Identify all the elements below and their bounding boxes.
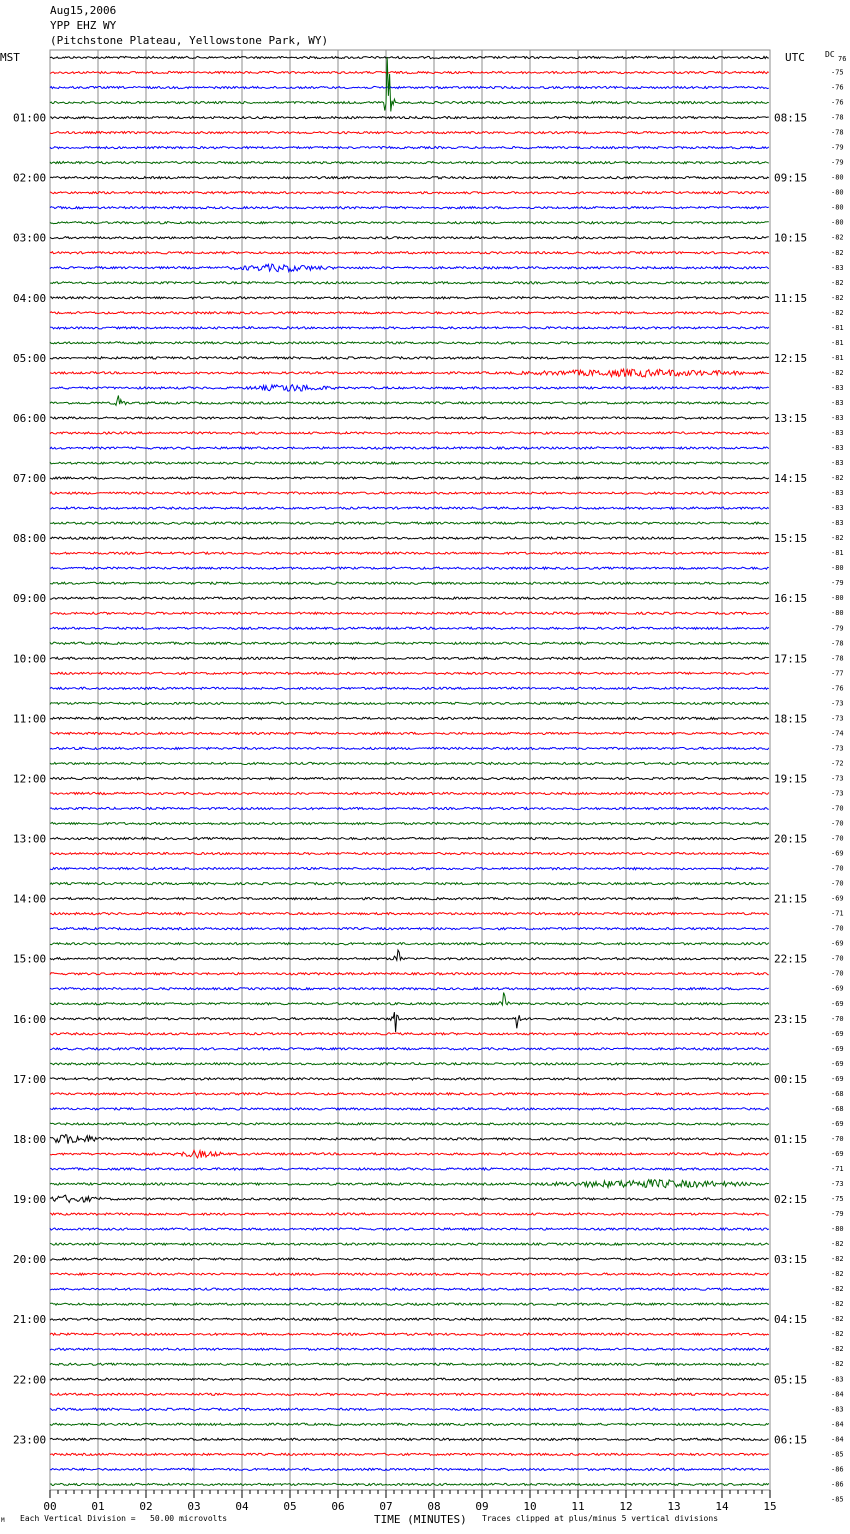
seismic-trace-43	[50, 702, 769, 704]
seismic-trace-47	[50, 762, 769, 764]
seismic-trace-40	[50, 657, 769, 659]
seismic-trace-19	[50, 342, 769, 344]
x-tick-label: 02	[139, 1500, 153, 1513]
seismic-trace-68	[50, 1078, 769, 1080]
x-tick-label: 03	[187, 1500, 201, 1513]
dc-offset-value: -69	[831, 849, 844, 858]
dc-offset-value: -83	[831, 459, 844, 468]
seismic-trace-90	[50, 1408, 769, 1410]
seismic-trace-53	[50, 853, 769, 855]
seismic-trace-78	[50, 1228, 769, 1230]
x-tick-label: 10	[523, 1500, 537, 1513]
utc-hour-label: 00:15	[774, 1072, 808, 1086]
dc-offset-value: -71	[831, 909, 844, 918]
mst-hour-label: 14:00	[13, 892, 47, 906]
plot-frame	[50, 50, 770, 1490]
dc-offset-value: -84	[831, 1435, 844, 1444]
mst-hour-label: 07:00	[13, 472, 47, 486]
utc-label: UTC	[785, 51, 805, 64]
dc-offset-value: -82	[831, 233, 844, 242]
seismic-trace-29	[50, 492, 769, 494]
x-tick-label: 12	[619, 1500, 633, 1513]
x-tick-label: 09	[475, 1500, 489, 1513]
dc-offset-value: -78	[831, 128, 844, 137]
seismic-trace-18	[50, 327, 769, 329]
dc-offset-value: -70	[831, 819, 844, 828]
seismic-trace-92	[50, 1438, 769, 1440]
dc-offset-value: -83	[831, 444, 844, 453]
dc-offset-value: -82	[831, 1315, 844, 1324]
dc-offset-value: -83	[831, 1375, 844, 1384]
utc-hour-label: 22:15	[774, 952, 808, 966]
dc-offset-value: -82	[831, 293, 844, 302]
seismic-trace-22	[50, 385, 769, 391]
utc-hour-label: 04:15	[774, 1313, 808, 1327]
seismic-trace-84	[50, 1318, 769, 1320]
x-tick-label: 04	[235, 1500, 249, 1513]
seismic-trace-33	[50, 552, 769, 554]
mst-hour-label: 05:00	[13, 351, 47, 365]
utc-hour-label: 01:15	[774, 1132, 808, 1146]
dc-offset-value: -80	[831, 609, 844, 618]
seismic-trace-94	[50, 1468, 769, 1470]
utc-hour-label: 19:15	[774, 772, 808, 786]
dc-offset-value: -84	[831, 1420, 844, 1429]
mst-label: MST	[0, 51, 20, 64]
seismic-trace-25	[50, 432, 769, 434]
seismic-trace-14	[50, 264, 769, 272]
dc-offset-value: -73	[831, 774, 844, 783]
mst-hour-label: 11:00	[13, 712, 47, 726]
utc-hour-label: 09:15	[774, 171, 808, 185]
dc-offset-value: -70	[831, 924, 844, 933]
seismic-trace-64	[50, 1012, 769, 1032]
dc-offset-value: -82	[831, 1285, 844, 1294]
dc-offset-value: -83	[831, 489, 844, 498]
utc-hour-label: 03:15	[774, 1253, 808, 1267]
seismic-trace-1	[50, 71, 769, 73]
seismic-trace-63	[50, 993, 769, 1006]
seismic-trace-35	[50, 582, 769, 584]
mst-hour-label: 21:00	[13, 1313, 47, 1327]
seismic-trace-38	[50, 627, 769, 629]
dc-offset-value: -80	[831, 173, 844, 182]
seismic-trace-54	[50, 868, 769, 870]
seismic-trace-27	[50, 462, 769, 464]
dc-offset-value: -83	[831, 429, 844, 437]
dc-offset-value: -79	[831, 158, 844, 167]
seismic-trace-72	[50, 1135, 769, 1144]
seismic-trace-24	[50, 417, 769, 419]
seismic-trace-66	[50, 1048, 769, 1050]
dc-offset-value: -83	[831, 504, 844, 513]
seismic-trace-23	[50, 396, 769, 406]
dc-offset-value: -69	[831, 894, 844, 903]
dc-offset-value: -82	[831, 1255, 844, 1264]
dc-offset-value: -81	[831, 338, 844, 347]
dc-offset-value: -80	[831, 1225, 844, 1234]
dc-offset-value: -69	[831, 1059, 844, 1068]
seismic-trace-44	[50, 717, 769, 719]
seismic-traces	[50, 56, 769, 1485]
mst-hour-label: 10:00	[13, 652, 47, 666]
dc-offset-value: -79	[831, 1210, 844, 1219]
seismic-trace-51	[50, 822, 769, 824]
seismic-trace-20	[50, 357, 769, 359]
dc-offset-value: -70	[831, 1134, 844, 1143]
dc-offset-value: -79	[831, 143, 844, 152]
seismic-trace-79	[50, 1243, 769, 1245]
mst-hour-labels	[13, 112, 46, 1447]
dc-offset-value: -83	[831, 398, 844, 407]
dc-label: DC	[825, 50, 835, 59]
dc-offset-value: -83	[831, 413, 844, 422]
dc-offset-value: -68	[831, 1104, 844, 1113]
dc-offset-value: -70	[831, 969, 844, 978]
dc-offset-value: -69	[831, 1149, 844, 1158]
x-tick-label: 05	[283, 1500, 297, 1513]
dc-offset-value: -76	[831, 98, 844, 107]
x-tick-label: 11	[571, 1500, 585, 1513]
seismic-trace-75	[50, 1179, 769, 1187]
dc-offset-value: -84	[831, 1390, 844, 1399]
dc-offset-value: -85	[831, 1495, 844, 1504]
mst-hour-label: 06:00	[13, 411, 47, 425]
seismic-trace-86	[50, 1348, 769, 1350]
dc-offset-value: -79	[831, 624, 844, 633]
seismic-trace-12	[50, 237, 769, 239]
x-tick-label: 01	[91, 1500, 105, 1513]
dc-offset-value: -73	[831, 744, 844, 753]
utc-hour-label: 13:15	[774, 411, 808, 425]
utc-hour-label: 23:15	[774, 1012, 808, 1026]
dc-offset-value: -76	[831, 684, 844, 693]
dc-offset-value: -82	[831, 278, 844, 287]
dc-offset-value: -70	[831, 1014, 844, 1023]
seismic-trace-37	[50, 612, 769, 614]
dc-offset-value: -70	[831, 864, 844, 873]
seismic-trace-60	[50, 950, 769, 960]
mst-hour-label: 23:00	[13, 1433, 47, 1447]
seismic-trace-6	[50, 147, 769, 149]
seismic-trace-8	[50, 177, 769, 179]
utc-hour-label: 08:15	[774, 111, 808, 125]
dc-offset-value: -82	[831, 1270, 844, 1279]
station-code: YPP EHZ WY	[50, 19, 117, 32]
dc-offset-value: -82	[831, 1360, 844, 1369]
dc-offset-value: -73	[831, 699, 844, 708]
seismic-trace-11	[50, 222, 769, 224]
dc-offset-value: -69	[831, 999, 844, 1008]
dc-offset-value: -86	[831, 1480, 844, 1489]
dc-offset-value: -82	[831, 534, 844, 543]
dc-offset-value: -83	[831, 263, 844, 272]
dc-offset-labels	[831, 69, 844, 1504]
mst-hour-label: 22:00	[13, 1373, 47, 1387]
x-axis	[43, 1490, 776, 1513]
mst-hour-label: 16:00	[13, 1012, 47, 1026]
x-tick-label: 00	[43, 1500, 57, 1513]
utc-hour-label: 17:15	[774, 652, 808, 666]
seismic-trace-7	[50, 162, 769, 164]
seismic-trace-36	[50, 597, 769, 599]
mst-hour-label: 18:00	[13, 1132, 47, 1146]
seismic-trace-28	[50, 477, 769, 479]
dc-offset-value: -82	[831, 474, 844, 483]
dc-offset-value: -77	[831, 669, 844, 678]
utc-hour-label: 14:15	[774, 472, 808, 486]
dc-offset-value: -81	[831, 549, 844, 558]
dc-offset-value: -82	[831, 1300, 844, 1309]
x-tick-label: 15	[763, 1500, 777, 1513]
seismic-trace-52	[50, 837, 769, 839]
seismic-trace-67	[50, 1063, 769, 1065]
dc-offset-value: -80	[831, 218, 844, 227]
station-location: (Pitchstone Plateau, Yellowstone Park, WY)	[50, 34, 329, 47]
dc-offset-value: -70	[831, 804, 844, 813]
seismic-trace-0	[50, 56, 769, 58]
dc-offset-value: -73	[831, 789, 844, 798]
seismic-trace-71	[50, 1123, 769, 1125]
dc-offset-value: -71	[831, 1164, 844, 1173]
utc-hour-label: 02:15	[774, 1193, 808, 1207]
dc-offset-value: -80	[831, 188, 844, 197]
seismic-trace-4	[50, 117, 769, 119]
mst-hour-label: 20:00	[13, 1253, 47, 1267]
dc-offset-value: -81	[831, 353, 844, 362]
minute-grid	[50, 50, 770, 1490]
seismic-trace-2	[50, 86, 769, 88]
seismic-trace-31	[50, 522, 769, 524]
seismic-trace-48	[50, 777, 769, 779]
dc-offset-value: -73	[831, 714, 844, 723]
dc-offset-value: -69	[831, 1119, 844, 1128]
dc-offset-value: -85	[831, 1450, 844, 1459]
seismic-trace-45	[50, 732, 769, 734]
clipping-note: Traces clipped at plus/minus 5 vertical divisions	[482, 1514, 719, 1523]
seismic-trace-10	[50, 207, 769, 209]
utc-hour-label: 12:15	[774, 351, 808, 365]
seismic-trace-46	[50, 747, 769, 749]
dc-offset-value: -72	[831, 759, 844, 768]
seismic-trace-26	[50, 447, 769, 449]
mst-hour-label: 09:00	[13, 592, 47, 606]
utc-hour-label: 20:15	[774, 832, 808, 846]
seismic-trace-77	[50, 1213, 769, 1215]
utc-hour-labels	[774, 112, 807, 1447]
seismic-trace-16	[50, 297, 769, 299]
utc-hour-label: 16:15	[774, 592, 808, 606]
dc-offset-value: -69	[831, 984, 844, 993]
seismic-trace-76	[50, 1195, 769, 1202]
mst-hour-label: 13:00	[13, 832, 47, 846]
seismic-trace-82	[50, 1288, 769, 1290]
utc-hour-label: 18:15	[774, 712, 808, 726]
dc-offset-value: -75	[831, 1195, 844, 1204]
footer-mark: M	[1, 1517, 5, 1524]
seismic-trace-80	[50, 1258, 769, 1260]
seismic-trace-49	[50, 792, 769, 794]
dc-offset-value: -78	[831, 113, 844, 122]
dc-offset-value: -69	[831, 1074, 844, 1083]
plot-date: Aug15,2006	[50, 4, 117, 17]
mst-hour-label: 02:00	[13, 171, 47, 185]
seismic-trace-21	[50, 369, 769, 377]
dc-offset-value: -83	[831, 1405, 844, 1414]
dc-offset-value: -82	[831, 308, 844, 317]
seismic-trace-34	[50, 567, 769, 569]
dc-offset-value: -79	[831, 579, 844, 588]
seismic-trace-5	[50, 132, 769, 134]
utc-hour-label: 05:15	[774, 1373, 808, 1387]
seismic-trace-58	[50, 928, 769, 930]
dc-offset-value: -83	[831, 519, 844, 528]
utc-hour-label: 15:15	[774, 532, 808, 546]
seismic-trace-39	[50, 642, 769, 644]
dc-offset-value: -75	[831, 68, 844, 77]
seismic-trace-85	[50, 1333, 769, 1335]
seismic-trace-15	[50, 282, 769, 284]
seismic-trace-59	[50, 943, 769, 945]
dc-first-value: 76	[838, 55, 847, 63]
dc-offset-value: -81	[831, 323, 844, 332]
vertical-division-note: Each Vertical Division = 50.00 microvolts	[20, 1514, 228, 1523]
seismic-trace-81	[50, 1273, 769, 1275]
seismic-trace-55	[50, 883, 769, 885]
seismic-trace-93	[50, 1453, 769, 1455]
seismic-trace-87	[50, 1363, 769, 1365]
mst-hour-label: 19:00	[13, 1193, 47, 1207]
dc-offset-value: -69	[831, 1029, 844, 1038]
dc-offset-value: -80	[831, 564, 844, 573]
seismic-trace-62	[50, 988, 769, 990]
seismic-trace-70	[50, 1108, 769, 1110]
x-tick-label: 13	[667, 1500, 681, 1513]
seismic-trace-30	[50, 507, 769, 509]
dc-offset-value: -80	[831, 594, 844, 603]
seismic-trace-9	[50, 192, 769, 194]
seismic-trace-17	[50, 312, 769, 314]
seismic-trace-41	[50, 672, 769, 674]
seismic-trace-89	[50, 1393, 769, 1395]
dc-offset-value: -78	[831, 654, 844, 663]
x-tick-label: 08	[427, 1500, 441, 1513]
dc-offset-value: -70	[831, 954, 844, 963]
seismic-trace-3	[50, 57, 769, 111]
seismic-trace-95	[50, 1483, 769, 1485]
seismic-trace-13	[50, 252, 769, 254]
dc-offset-value: -82	[831, 368, 844, 377]
seismic-trace-69	[50, 1093, 769, 1095]
dc-offset-value: -76	[831, 83, 844, 92]
mst-hour-label: 01:00	[13, 111, 47, 125]
x-axis-title: TIME (MINUTES)	[374, 1513, 467, 1526]
mst-hour-label: 15:00	[13, 952, 47, 966]
utc-hour-label: 06:15	[774, 1433, 808, 1447]
dc-offset-value: -82	[831, 1345, 844, 1354]
seismic-trace-91	[50, 1423, 769, 1425]
dc-offset-value: -82	[831, 1330, 844, 1339]
dc-offset-value: -69	[831, 939, 844, 948]
seismic-trace-61	[50, 973, 769, 975]
seismic-trace-83	[50, 1303, 769, 1305]
seismic-trace-50	[50, 807, 769, 809]
dc-offset-value: -70	[831, 834, 844, 843]
dc-offset-value: -86	[831, 1465, 844, 1474]
mst-hour-label: 17:00	[13, 1072, 47, 1086]
dc-offset-value: -82	[831, 1240, 844, 1249]
dc-offset-value: -74	[831, 729, 844, 738]
dc-offset-value: -78	[831, 639, 844, 648]
seismic-trace-65	[50, 1033, 769, 1035]
seismic-trace-32	[50, 537, 769, 539]
utc-hour-label: 10:15	[774, 231, 808, 245]
dc-offset-value: -73	[831, 1180, 844, 1188]
dc-offset-value: -83	[831, 383, 844, 392]
dc-offset-value: -82	[831, 248, 844, 257]
seismic-trace-88	[50, 1378, 769, 1380]
seismic-trace-57	[50, 913, 769, 915]
x-tick-label: 06	[331, 1500, 345, 1513]
utc-hour-label: 21:15	[774, 892, 808, 906]
mst-hour-label: 03:00	[13, 231, 47, 245]
seismic-trace-73	[50, 1150, 769, 1158]
seismic-trace-56	[50, 898, 769, 900]
x-tick-label: 14	[715, 1500, 729, 1513]
dc-offset-value: -80	[831, 203, 844, 212]
x-tick-label: 07	[379, 1500, 393, 1513]
mst-hour-label: 08:00	[13, 532, 47, 546]
seismic-trace-42	[50, 687, 769, 689]
mst-hour-label: 04:00	[13, 291, 47, 305]
mst-hour-label: 12:00	[13, 772, 47, 786]
utc-hour-label: 11:15	[774, 291, 808, 305]
dc-offset-value: -69	[831, 1044, 844, 1053]
seismic-trace-74	[50, 1168, 769, 1170]
dc-offset-value: -70	[831, 879, 844, 888]
dc-offset-value: -68	[831, 1089, 844, 1098]
